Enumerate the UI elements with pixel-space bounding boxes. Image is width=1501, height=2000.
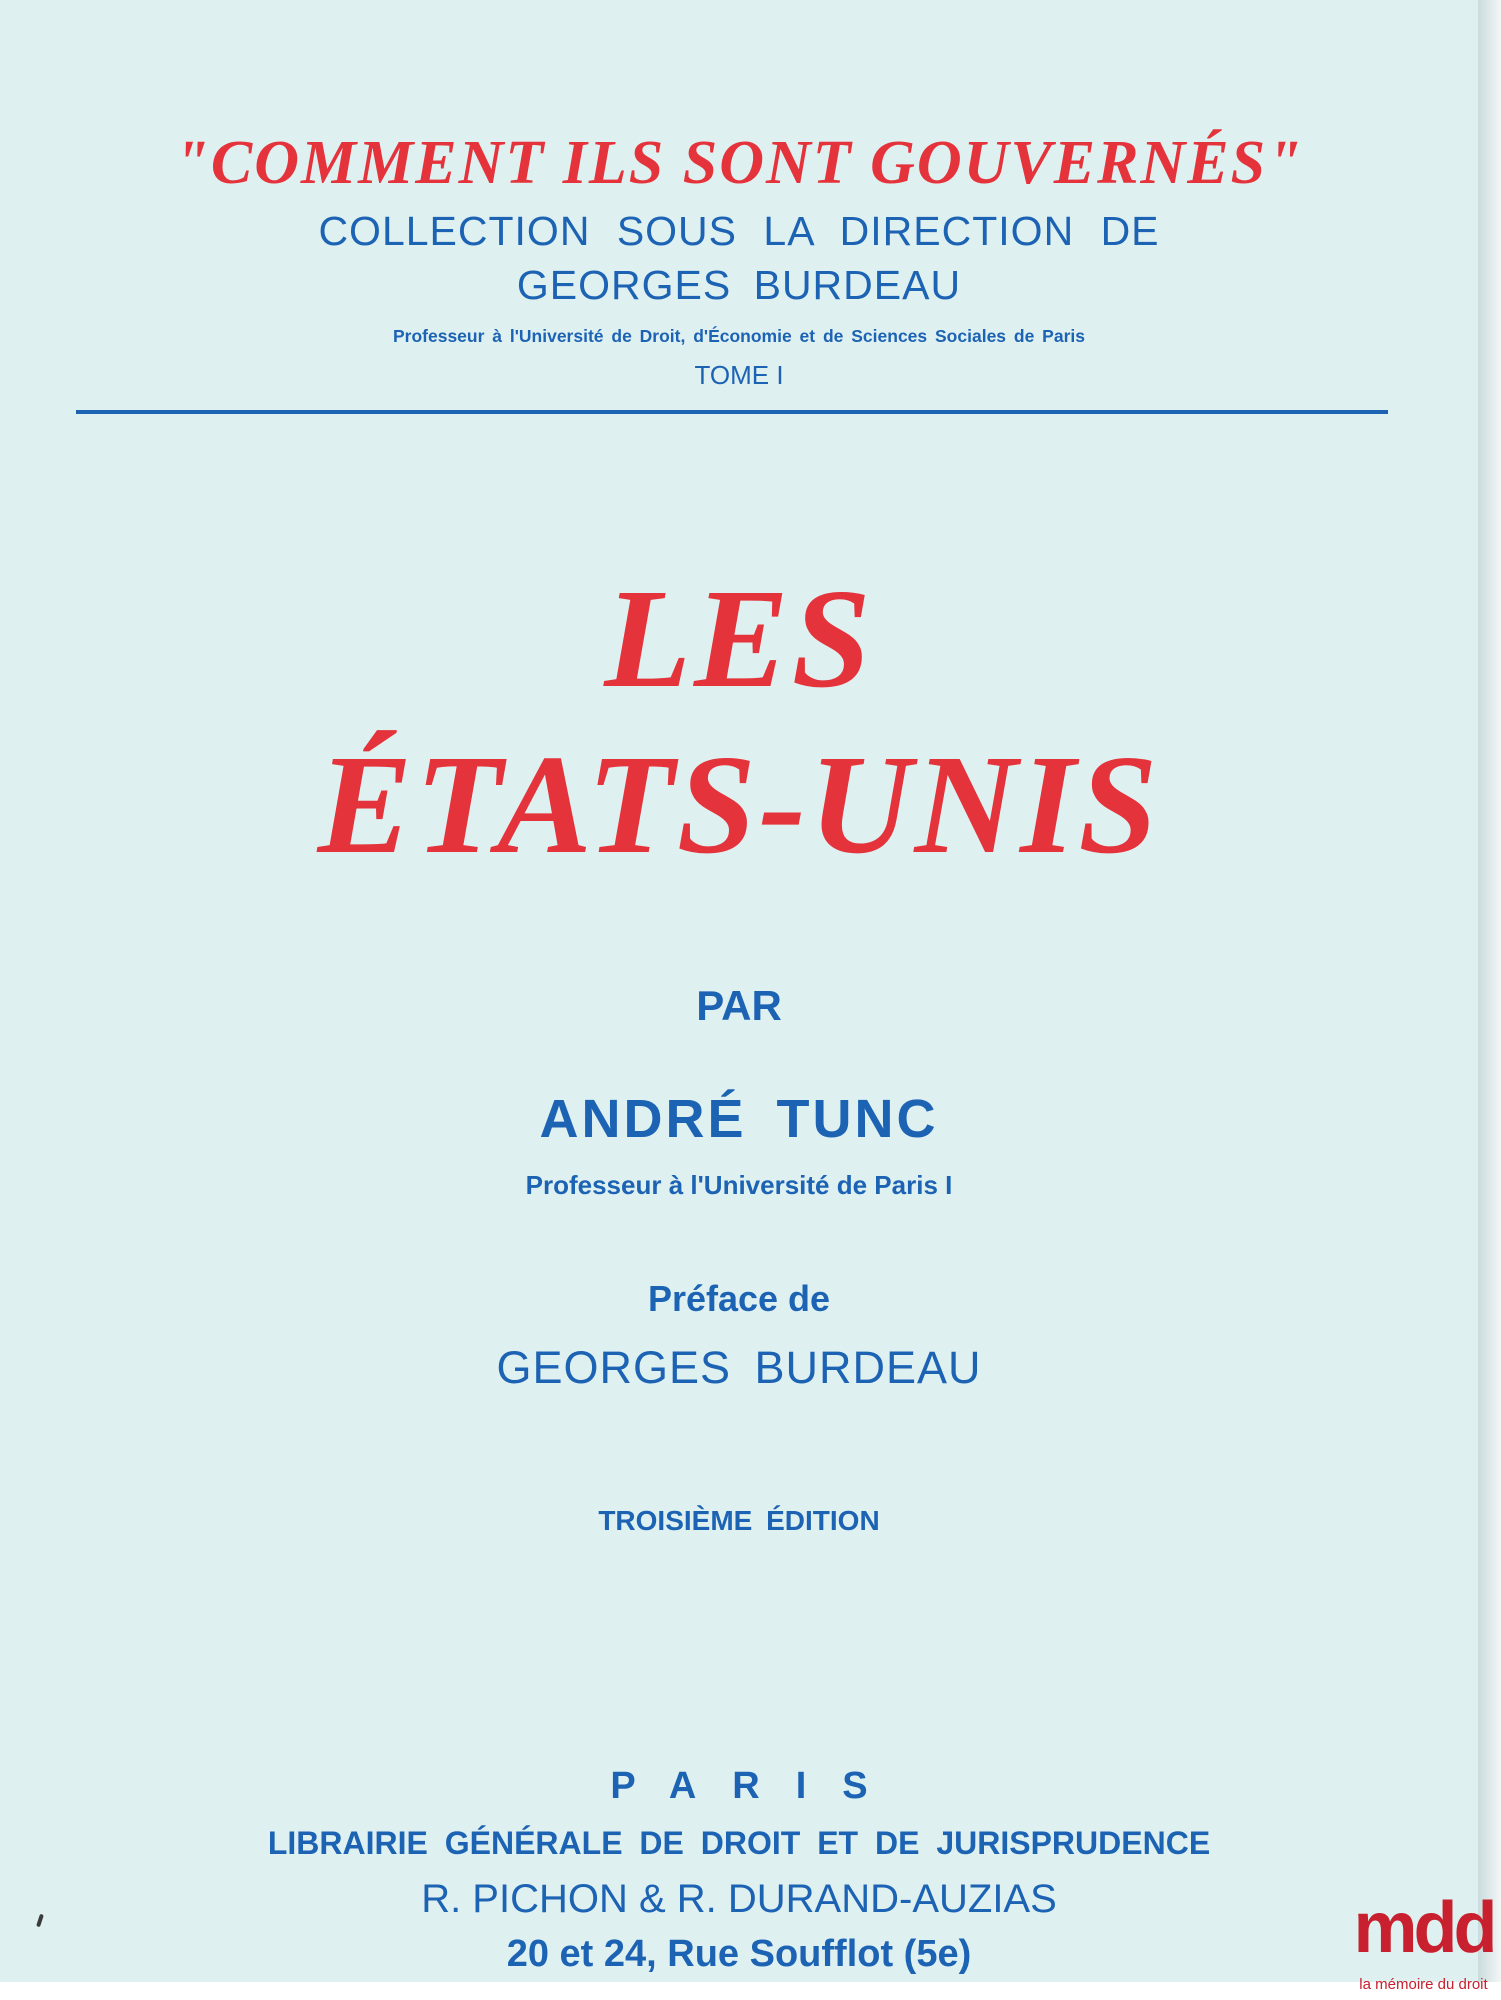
author-name: ANDRÉ TUNC: [539, 1089, 939, 1149]
preface-author: GEORGES BURDEAU: [496, 1342, 982, 1393]
volume-number: TOME I: [694, 360, 784, 390]
imprint-address: 20 et 24, Rue Soufflot (5e): [506, 1933, 972, 1975]
book-title-line-2: ÉTATS-UNIS: [317, 725, 1161, 883]
mdd-logo-mark: mdd: [1353, 1888, 1494, 1968]
edition-label: TROISIÈME ÉDITION: [598, 1505, 880, 1536]
page-edge-shadow: [1478, 0, 1501, 1982]
series-title: "COMMENT ILS SONT GOUVERNÉS": [174, 129, 1304, 197]
collection-line: COLLECTION SOUS LA DIRECTION DE: [318, 208, 1160, 254]
collection-director: GEORGES BURDEAU: [516, 262, 962, 308]
mdd-logo: [1346, 1888, 1501, 2000]
by-label: PAR: [696, 982, 782, 1029]
imprint-publisher: LIBRAIRIE GÉNÉRALE DE DROIT ET DE JURISPRUDENCE: [267, 1825, 1211, 1861]
header-divider: [76, 410, 1388, 414]
author-affiliation: Professeur à l'Université de Paris I: [525, 1170, 953, 1200]
imprint-city: PARIS: [610, 1765, 904, 1807]
director-affiliation: Professeur à l'Université de Droit, d'Économie et de Sciences Sociales de Paris: [392, 326, 1085, 346]
imprint-printers: R. PICHON & R. DURAND-AUZIAS: [421, 1877, 1057, 1921]
book-title-line-1: LES: [604, 559, 874, 717]
preface-label: Préface de: [647, 1278, 831, 1319]
mdd-logo-caption: la mémoire du droit: [1359, 1976, 1488, 1993]
